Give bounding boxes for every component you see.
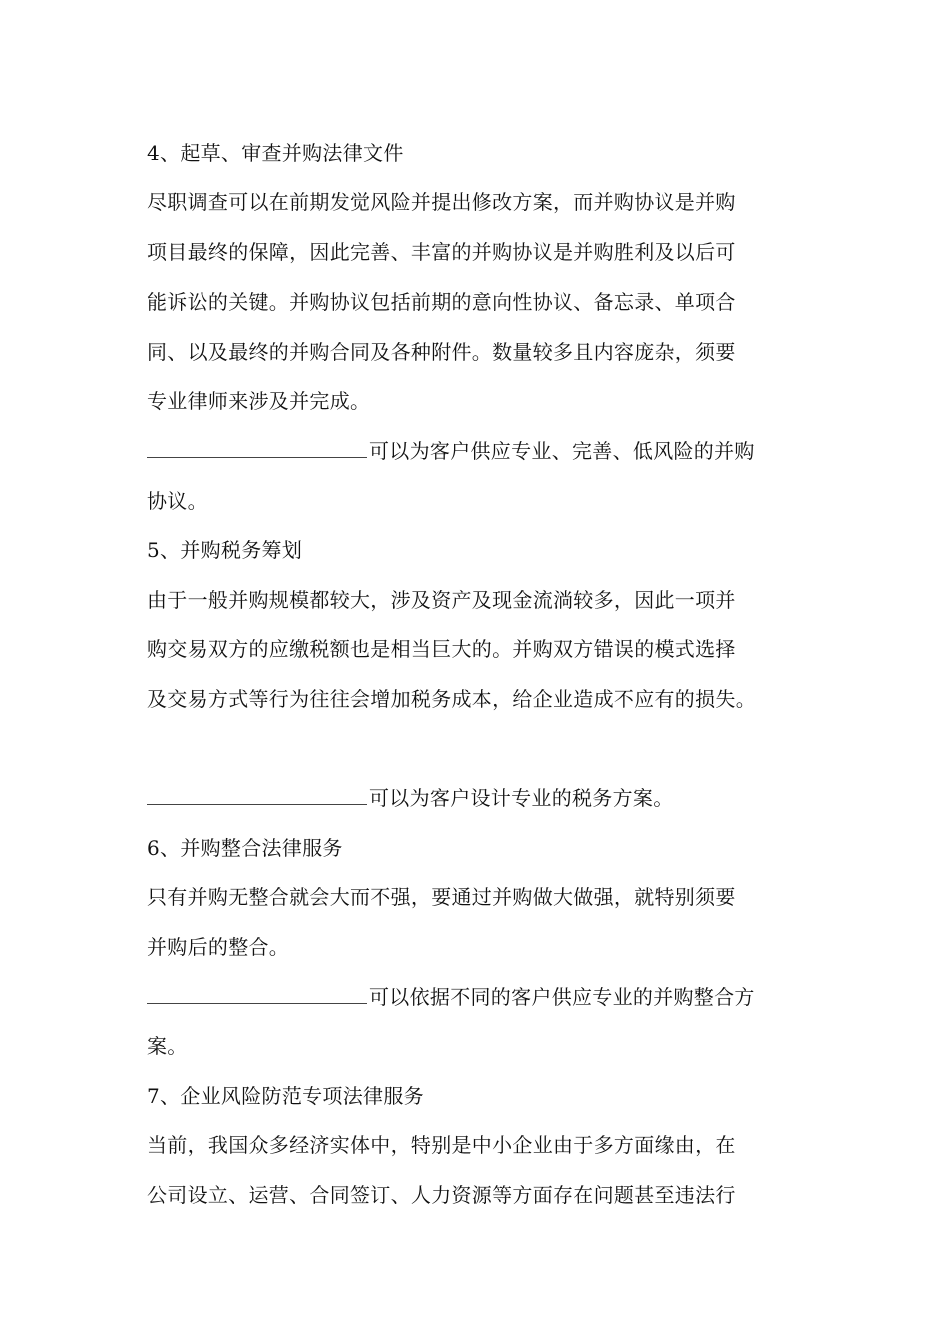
fill-in-text: 可以为客户供应专业、完善、低风险的并购	[369, 439, 755, 463]
paragraph-line: 并购后的整合。	[147, 935, 290, 959]
fill-in-line	[147, 985, 755, 1009]
paragraph-line: 专业律师来涉及并完成。	[147, 389, 371, 413]
paragraph-line: 及交易方式等行为往往会增加税务成本，给企业造成不应有的损失。	[147, 687, 756, 711]
paragraph-line: 案。	[147, 1034, 188, 1058]
paragraph-line: 能诉讼的关键。并购协议包括前期的意向性协议、备忘录、单项合	[147, 290, 736, 314]
paragraph-line: 公司设立、运营、合同签订、人力资源等方面存在问题甚至违法行	[147, 1183, 736, 1207]
heading-item-4: 4、起草、审查并购法律文件	[147, 141, 404, 165]
fill-in-line	[147, 439, 755, 463]
heading-item-7: 7、企业风险防范专项法律服务	[147, 1084, 424, 1108]
paragraph-line: 购交易双方的应缴税额也是相当巨大的。并购双方错误的模式选择	[147, 637, 736, 661]
paragraph-line: 由于一般并购规模都较大，涉及资产及现金流淌较多，因此一项并	[147, 588, 736, 612]
heading-item-6: 6、并购整合法律服务	[147, 836, 343, 860]
fill-in-text: 可以为客户设计专业的税务方案。	[369, 786, 674, 810]
fill-in-blank	[147, 441, 367, 458]
paragraph-line: 项目最终的保障，因此完善、丰富的并购协议是并购胜利及以后可	[147, 240, 736, 264]
paragraph-line: 同、以及最终的并购合同及各种附件。数量较多且内容庞杂，须要	[147, 340, 736, 364]
fill-in-line	[147, 786, 674, 810]
heading-item-5: 5、并购税务筹划	[147, 538, 303, 562]
paragraph-line: 协议。	[147, 489, 208, 513]
paragraph-line: 只有并购无整合就会大而不强，要通过并购做大做强，就特别须要	[147, 885, 736, 909]
paragraph-line: 尽职调查可以在前期发觉风险并提出修改方案，而并购协议是并购	[147, 190, 736, 214]
fill-in-text: 可以依据不同的客户供应专业的并购整合方	[369, 985, 755, 1009]
fill-in-blank	[147, 987, 367, 1004]
paragraph-line: 当前，我国众多经济实体中，特别是中小企业由于多方面缘由，在	[147, 1133, 736, 1157]
fill-in-blank	[147, 788, 367, 805]
